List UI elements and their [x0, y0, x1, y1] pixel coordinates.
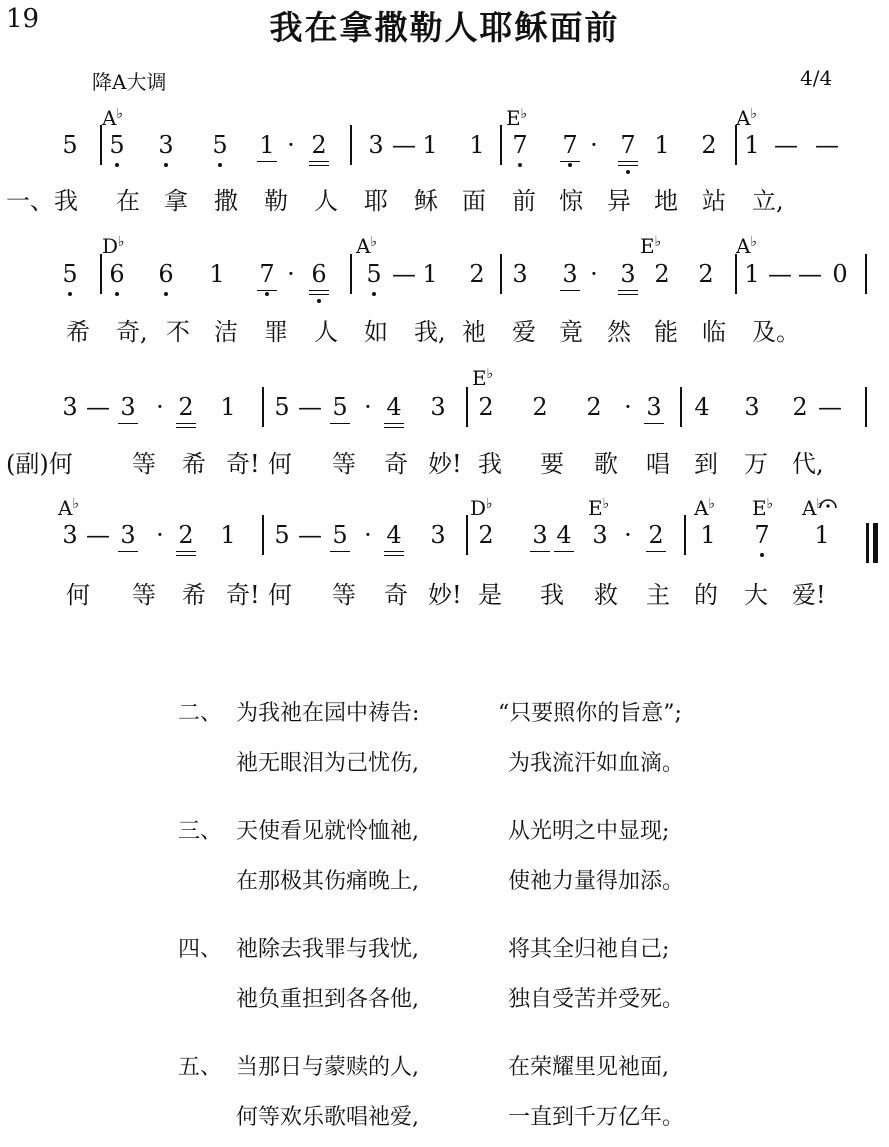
lyric-syllable: 爱!: [792, 581, 826, 609]
note: 3: [154, 133, 178, 157]
chord-root: A: [694, 496, 709, 520]
lyric-syllable: 及。: [752, 318, 800, 346]
barline: [262, 515, 264, 555]
underline-beam: [176, 427, 196, 428]
note: 4: [382, 523, 406, 547]
note: 2: [644, 523, 668, 547]
fermata-icon: [818, 497, 838, 509]
extension-dash: —: [298, 393, 322, 421]
lyric-syllable: 何: [268, 450, 292, 478]
note: 2: [478, 393, 494, 421]
verse-number: 二、: [178, 701, 223, 726]
extension-dash: —: [86, 521, 110, 549]
barline: [350, 254, 352, 294]
chord-root: E: [506, 106, 521, 130]
note: 1: [255, 133, 279, 157]
note: 1: [744, 260, 760, 288]
chord-symbol: [752, 498, 773, 521]
note: 2: [654, 260, 670, 288]
note: 5: [328, 523, 352, 547]
underline-beam: [118, 423, 138, 424]
lyric-syllable: 稣: [414, 187, 438, 215]
underline-beam: [560, 290, 580, 291]
chord-root: D: [470, 496, 487, 520]
lyric-syllable: 不: [166, 318, 190, 346]
lyric-syllable: 到: [694, 450, 718, 478]
note: 1: [469, 131, 485, 159]
underline-beam: [309, 294, 329, 295]
dot-mark: ·: [364, 393, 372, 421]
underline-beam: [257, 290, 277, 291]
lyric-syllable: 希: [182, 450, 206, 478]
note: 1: [220, 521, 236, 549]
time-signature: 4/4: [800, 66, 833, 90]
note: 3: [744, 393, 760, 421]
extension-dash: —: [298, 521, 322, 549]
barline: [262, 387, 264, 427]
lyric-syllable: 救: [594, 581, 618, 609]
chord-symbol: [356, 236, 377, 259]
lyric-syllable: 奇: [384, 581, 408, 609]
verse-line-second-half: 从光明之中显现;: [508, 819, 670, 844]
note: 3: [592, 521, 608, 549]
barline: [735, 125, 737, 165]
underline-beam: [330, 423, 350, 424]
verse-line-first-half: 祂无眼泪为己忧伤,: [236, 751, 419, 776]
dot-mark: ·: [287, 260, 295, 288]
underline-beam: [309, 165, 329, 166]
lyric-syllable: 耶: [364, 187, 388, 215]
chord-symbol: [736, 236, 757, 259]
flat-sign: ♭: [118, 234, 125, 250]
lyric-syllable: 妙!: [428, 581, 462, 609]
flat-sign: ♭: [486, 366, 494, 382]
underline-beam: [618, 294, 638, 295]
note: 6: [105, 262, 129, 286]
note: 6: [154, 262, 178, 286]
flat-sign: ♭: [72, 496, 80, 512]
note: 2: [469, 260, 485, 288]
note: 3: [62, 521, 78, 549]
low-octave-dot: [626, 170, 630, 174]
chord-symbol: [640, 236, 661, 259]
final-barline-thin: [866, 523, 869, 563]
lyric-syllable: 奇!: [226, 581, 260, 609]
note: 7: [750, 523, 774, 547]
extension-dash: —: [392, 260, 416, 288]
note: 7: [558, 133, 582, 157]
barline: [466, 387, 468, 427]
note: 1: [814, 521, 830, 549]
key-signature: 降A大调: [92, 70, 167, 94]
chord-root: A: [356, 234, 371, 258]
note: 1: [654, 131, 670, 159]
lyric-syllable: 何: [66, 581, 90, 609]
dot-mark: ·: [287, 131, 295, 159]
barline: [684, 515, 686, 555]
note: 3: [116, 523, 140, 547]
note: 3: [116, 395, 140, 419]
chord-root: A: [58, 496, 73, 520]
lyric-syllable: 洁: [214, 318, 238, 346]
lyric-syllable: 大: [744, 581, 768, 609]
extension-dash: —: [768, 260, 792, 288]
note: 5: [105, 133, 129, 157]
note: 1: [700, 521, 716, 549]
note: 3: [62, 393, 78, 421]
dot-mark: ·: [624, 521, 632, 549]
lyric-syllable: 妙!: [428, 450, 462, 478]
chord-symbol: [588, 498, 609, 521]
note: 2: [792, 393, 808, 421]
chord-root: E: [588, 496, 603, 520]
note: 2: [698, 260, 714, 288]
note: 3: [558, 262, 582, 286]
chord-root: E: [640, 234, 655, 258]
low-octave-dot: [68, 292, 72, 296]
note: 5: [208, 133, 232, 157]
low-octave-dot: [265, 292, 269, 296]
lyric-syllable: 竟: [559, 318, 583, 346]
chord-root: A: [102, 106, 117, 130]
extension-dash: —: [392, 131, 416, 159]
note: 3: [528, 523, 552, 547]
lyric-syllable: 前: [512, 187, 536, 215]
chord-symbol: [694, 498, 715, 521]
lyric-syllable: 人: [314, 187, 338, 215]
barline: [350, 125, 352, 165]
note: 2: [174, 523, 198, 547]
verse-number: 四、: [178, 937, 223, 962]
note: 0: [832, 260, 848, 288]
low-octave-dot: [164, 292, 168, 296]
note: 4: [552, 523, 576, 547]
lyric-syllable: 地: [654, 187, 678, 215]
hymn-title: 我在拿撒勒人耶稣面前: [269, 8, 620, 47]
note: 7: [616, 133, 640, 157]
underline-beam: [644, 423, 664, 424]
lyric-syllable: 是: [478, 581, 502, 609]
lyric-syllable: 惊: [559, 187, 583, 215]
flat-sign: ♭: [520, 106, 528, 122]
lyric-syllable: 祂: [462, 318, 486, 346]
lyric-syllable: 勒: [264, 187, 288, 215]
lyric-syllable: 代,: [792, 450, 824, 478]
underline-beam: [384, 427, 404, 428]
underline-beam: [618, 161, 638, 162]
note: 2: [586, 393, 602, 421]
barline: [500, 125, 502, 165]
underline-beam: [309, 290, 329, 291]
lyric-syllable: 如: [364, 318, 388, 346]
note: 1: [422, 131, 438, 159]
dot-mark: ·: [624, 393, 632, 421]
lyric-syllable: 立,: [752, 187, 784, 215]
underline-beam: [309, 161, 329, 162]
lyric-syllable: 等: [132, 450, 156, 478]
dot-mark: ·: [590, 131, 598, 159]
verse-line-first-half: 当那日与蒙赎的人,: [236, 1055, 419, 1080]
low-octave-dot: [518, 163, 522, 167]
note: 7: [508, 133, 532, 157]
flat-sign: ♭: [708, 496, 716, 512]
underline-beam: [646, 551, 666, 552]
verse-line-second-half: 为我流汗如血滴。: [508, 751, 685, 776]
lyric-syllable: 万: [744, 450, 768, 478]
chord-symbol: [102, 236, 125, 259]
underline-beam: [118, 551, 138, 552]
underline-beam: [618, 165, 638, 166]
note: 5: [274, 521, 290, 549]
flat-sign: ♭: [766, 496, 774, 512]
lyric-syllable: 异: [607, 187, 631, 215]
lyric-syllable: 一、我: [6, 187, 78, 215]
verse-line-second-half: 使祂力量得加添。: [508, 869, 685, 894]
note: 5: [328, 395, 352, 419]
barline: [865, 254, 867, 294]
chord-root: A: [736, 234, 751, 258]
low-octave-dot: [115, 163, 119, 167]
note: 5: [362, 262, 386, 286]
lyric-syllable: 等: [332, 450, 356, 478]
low-octave-dot: [372, 292, 376, 296]
lyric-syllable: 爱: [512, 318, 536, 346]
underline-beam: [560, 161, 580, 162]
chord-symbol: [470, 498, 493, 521]
underline-beam: [176, 423, 196, 424]
lyric-syllable: 临: [702, 318, 726, 346]
underline-beam: [618, 290, 638, 291]
page-number: 19: [6, 4, 40, 34]
low-octave-dot: [568, 163, 572, 167]
chord-symbol: [506, 108, 527, 131]
verse-line-second-half: 独自受苦并受死。: [508, 987, 685, 1012]
verse-line-second-half: 在荣耀里见祂面,: [508, 1055, 669, 1080]
underline-beam: [176, 551, 196, 552]
note: 1: [209, 260, 225, 288]
dot-mark: ·: [590, 260, 598, 288]
underline-beam: [384, 555, 404, 556]
barline: [735, 254, 737, 294]
chord-symbol: [472, 368, 493, 391]
flat-sign: ♭: [750, 234, 758, 250]
verse-line-first-half: 为我祂在园中祷告:: [236, 701, 420, 726]
lyric-syllable: 歌: [594, 450, 618, 478]
chord-root: E: [472, 366, 487, 390]
verse-line-second-half: “只要照你的旨意”;: [498, 701, 682, 726]
flat-sign: ♭: [370, 234, 378, 250]
note: 6: [307, 262, 331, 286]
note: 5: [58, 262, 82, 286]
lyric-syllable: 我: [540, 581, 564, 609]
lyric-syllable: (副)何: [6, 450, 73, 478]
barline: [865, 387, 867, 427]
barline: [100, 125, 102, 165]
verse-number: 三、: [178, 819, 223, 844]
note: 7: [255, 262, 279, 286]
dot-mark: ·: [156, 393, 164, 421]
note: 5: [62, 131, 78, 159]
lyric-syllable: 我,: [414, 318, 446, 346]
lyric-syllable: 面: [462, 187, 486, 215]
lyric-syllable: 希: [182, 581, 206, 609]
underline-beam: [554, 551, 574, 552]
underline-beam: [176, 555, 196, 556]
flat-sign: ♭: [486, 496, 493, 512]
chord-symbol: [58, 498, 79, 521]
underline-beam: [384, 423, 404, 424]
low-octave-dot: [760, 553, 764, 557]
lyric-syllable: 主: [646, 581, 670, 609]
note: 3: [430, 521, 446, 549]
flat-sign: ♭: [654, 234, 662, 250]
extension-dash: —: [815, 131, 839, 159]
dot-mark: ·: [364, 521, 372, 549]
verse-line-first-half: 在那极其伤痛晚上,: [236, 869, 419, 894]
barline: [500, 254, 502, 294]
dot-mark: ·: [156, 521, 164, 549]
lyric-syllable: 人: [314, 318, 338, 346]
note: 3: [430, 393, 446, 421]
barline: [100, 254, 102, 294]
lyric-syllable: 站: [702, 187, 726, 215]
underline-beam: [257, 161, 277, 162]
lyric-syllable: 在: [116, 187, 140, 215]
chord-root: A: [736, 106, 751, 130]
lyric-syllable: 拿: [164, 187, 188, 215]
underline-beam: [330, 551, 350, 552]
verse-line-first-half: 何等欢乐歌唱祂爱,: [236, 1105, 419, 1130]
flat-sign: ♭: [602, 496, 610, 512]
final-barline-thick: [873, 523, 878, 563]
barline: [466, 515, 468, 555]
chord-symbol: [736, 108, 757, 131]
note: 1: [744, 131, 760, 159]
note: 2: [701, 131, 717, 159]
lyric-syllable: 希: [66, 318, 90, 346]
note: 1: [220, 393, 236, 421]
low-octave-dot: [218, 163, 222, 167]
lyric-syllable: 撒: [214, 187, 238, 215]
note: 3: [512, 260, 528, 288]
lyric-syllable: 罪: [264, 318, 288, 346]
low-octave-dot: [317, 299, 321, 303]
extension-dash: —: [774, 131, 798, 159]
note: 2: [532, 393, 548, 421]
flat-sign: ♭: [116, 106, 124, 122]
note: 4: [382, 395, 406, 419]
low-octave-dot: [164, 163, 168, 167]
lyric-syllable: 我: [478, 450, 502, 478]
lyric-syllable: 何: [268, 581, 292, 609]
lyric-syllable: 奇,: [116, 318, 148, 346]
underline-beam: [530, 551, 550, 552]
note: 2: [478, 521, 494, 549]
lyric-syllable: 奇!: [226, 450, 260, 478]
lyric-syllable: 等: [332, 581, 356, 609]
lyric-syllable: 然: [607, 318, 631, 346]
chord-root: E: [752, 496, 767, 520]
barline: [680, 387, 682, 427]
flat-sign: ♭: [816, 496, 824, 512]
underline-beam: [384, 551, 404, 552]
lyric-syllable: 奇: [384, 450, 408, 478]
chord-symbol: [102, 108, 123, 131]
note: 3: [616, 262, 640, 286]
verse-line-first-half: 祂除去我罪与我忧,: [236, 937, 419, 962]
note: 3: [642, 395, 666, 419]
lyric-syllable: 能: [654, 318, 678, 346]
extension-dash: —: [798, 260, 822, 288]
note: 1: [422, 260, 438, 288]
chord-root: A: [802, 496, 817, 520]
verse-line-first-half: 祂负重担到各各他,: [236, 987, 419, 1012]
lyric-syllable: 等: [132, 581, 156, 609]
lyric-syllable: 的: [694, 581, 718, 609]
verse-line-second-half: 将其全归祂自己;: [508, 937, 670, 962]
lyric-syllable: 要: [540, 450, 564, 478]
note: 5: [274, 393, 290, 421]
flat-sign: ♭: [750, 106, 758, 122]
extension-dash: —: [86, 393, 110, 421]
lyric-syllable: 唱: [646, 450, 670, 478]
note: 2: [307, 133, 331, 157]
note: 4: [694, 393, 710, 421]
note: 2: [174, 395, 198, 419]
extension-dash: —: [818, 393, 842, 421]
note: 3: [368, 131, 384, 159]
verse-number: 五、: [178, 1055, 223, 1080]
low-octave-dot: [115, 292, 119, 296]
verse-line-second-half: 一直到千万亿年。: [508, 1105, 685, 1130]
chord-root: D: [102, 234, 119, 258]
verse-line-first-half: 天使看见就怜恤祂,: [236, 819, 419, 844]
